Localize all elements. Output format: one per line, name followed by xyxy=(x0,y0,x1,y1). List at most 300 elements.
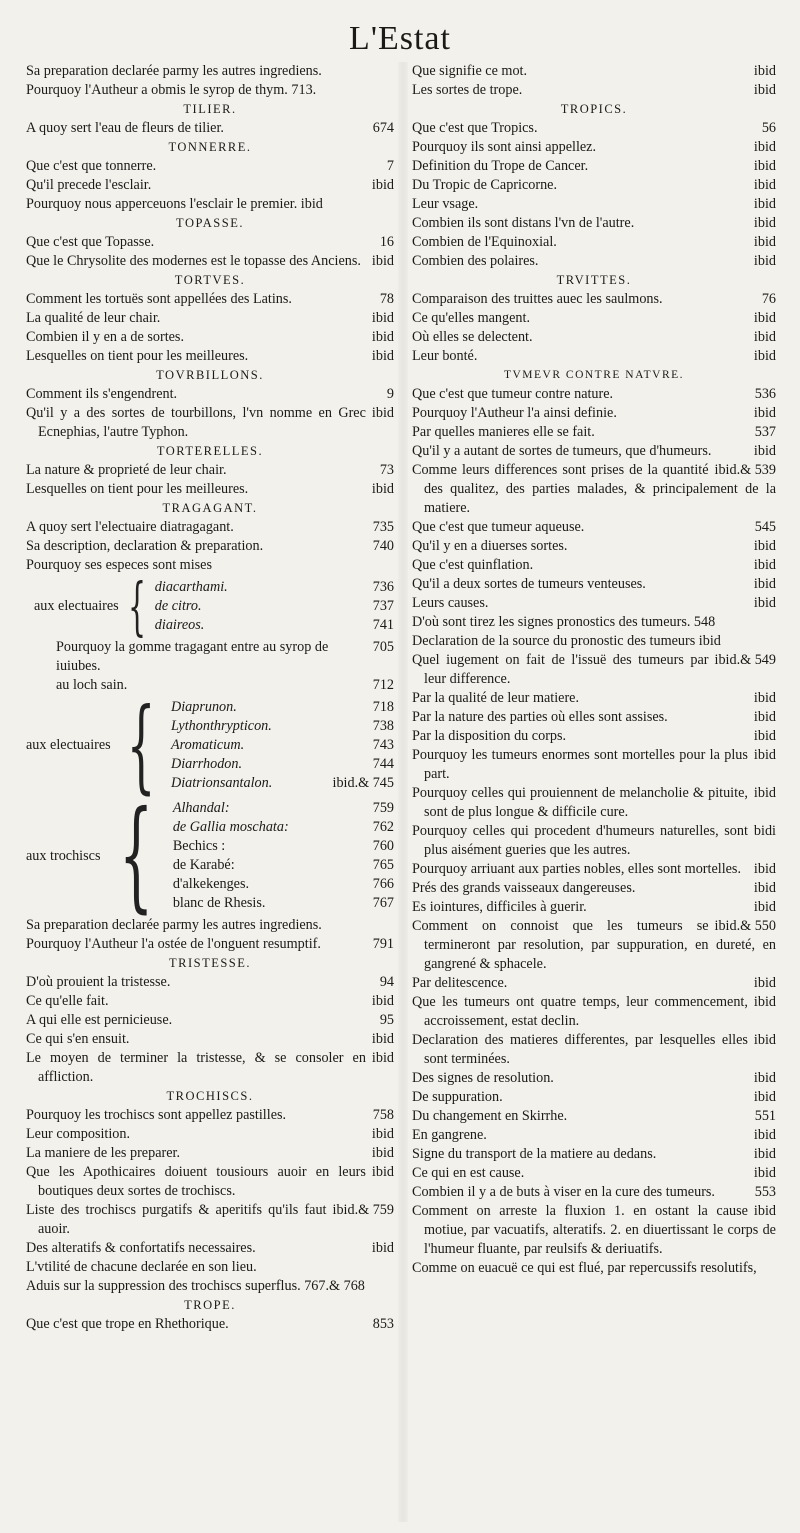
entry-text: Leur bonté. xyxy=(412,348,478,364)
entry-text: Leur vsage. xyxy=(412,196,479,212)
section-tilier xyxy=(26,100,394,138)
entry-text: Ce qu'elles mangent. xyxy=(412,310,530,326)
gutter-shadow xyxy=(398,62,408,1522)
index-entry xyxy=(26,385,394,404)
entry-text: Pourquoy les tumeurs enormes sont mortelles pour la plus part. xyxy=(412,747,748,782)
entry-text: Que c'est que trope en Rhethorique. xyxy=(26,1316,229,1332)
entry-text: Par delitescence. xyxy=(412,975,508,991)
index-entry xyxy=(26,638,394,676)
brace-label: aux electuaires xyxy=(34,598,119,614)
entry-text: Combien ils sont distans l'vn de l'autre. xyxy=(412,215,635,231)
index-entry xyxy=(26,252,394,271)
section-trope xyxy=(26,1296,394,1334)
section-torterelles xyxy=(26,442,394,499)
index-entry xyxy=(26,290,394,309)
entry-text: Diaprunon. xyxy=(170,699,237,715)
page-ref: ibid xyxy=(753,785,776,801)
entry-text: Diatrionsantalon. xyxy=(170,775,273,791)
entry-text: Du changement en Skirrhe. xyxy=(412,1108,568,1124)
page-ref: ibid xyxy=(753,576,776,592)
brace-item xyxy=(173,799,394,818)
right-column xyxy=(412,62,776,1278)
page-ref: 759 xyxy=(372,800,394,816)
page-ref: ibid xyxy=(753,1032,776,1048)
entry-text: En gangrene. xyxy=(412,1127,487,1143)
entries-block xyxy=(26,916,394,954)
page-ref: ibid xyxy=(371,1164,394,1180)
entry-text: Declaration des matieres differentes, par lesquelles elles sont terminées. xyxy=(412,1032,748,1067)
index-entry xyxy=(26,347,394,366)
entry-text: Bechics : xyxy=(172,838,226,854)
section-heading: TROCHISCS. xyxy=(166,1089,254,1103)
index-entry xyxy=(26,1277,394,1296)
entry-text: Prés des grands vaisseaux dangereuses. xyxy=(412,880,636,896)
page-ref: 736 xyxy=(372,579,394,595)
brace-item xyxy=(155,616,394,635)
entry-text: Comment on arreste la fluxion 1. en ostant la cause motiue, par vacuatifs, alteratifs. 2. en diuertissant le corps de l'humeur fluante, par reulsifs & deriuatifs. xyxy=(412,1203,776,1257)
index-entry xyxy=(412,81,776,100)
entry-text: Comme on euacuë ce qui est flué, par repercussifs resolutifs, xyxy=(412,1260,757,1276)
page-ref: ibid xyxy=(753,158,776,174)
entry-text: Lesquelles on tient pour les meilleures. xyxy=(26,348,249,364)
brace-label: aux electuaires xyxy=(26,737,111,753)
index-entry xyxy=(412,138,776,157)
entry-text: Par la qualité de leur matiere. xyxy=(412,690,580,706)
entry-text: La maniere de les preparer. xyxy=(26,1145,181,1161)
page-ref: ibid xyxy=(753,1089,776,1105)
index-entry xyxy=(26,309,394,328)
page-title: L'Estat xyxy=(349,20,451,57)
section-heading: TROPICS. xyxy=(560,102,628,116)
page-ref: ibid xyxy=(753,899,776,915)
entry-text: Qu'il y a des sortes de tourbillons, l'vn nomme en Grec Ecnephias, l'autre Typhon. xyxy=(26,405,366,440)
index-entry xyxy=(412,898,776,917)
brace-item xyxy=(171,736,394,755)
brace-item xyxy=(155,578,394,597)
entry-text: Liste des trochiscs purgatifs & aperitifs qu'ils faut auoir. xyxy=(26,1202,327,1237)
entry-text: De suppuration. xyxy=(412,1089,503,1105)
page-ref: ibid xyxy=(753,443,776,459)
page-ref: ibid xyxy=(753,196,776,212)
entry-text: Ce qu'elle fait. xyxy=(26,993,109,1009)
index-entry xyxy=(26,556,394,575)
page-ref: 791 xyxy=(372,936,394,952)
page-ref: ibid xyxy=(371,1145,394,1161)
entry-text: Comment ils s'engendrent. xyxy=(26,386,178,402)
page-ref: ibid xyxy=(753,253,776,269)
index-entry xyxy=(412,822,776,860)
index-entry xyxy=(412,860,776,879)
index-entry xyxy=(412,1107,776,1126)
index-entry xyxy=(412,594,776,613)
entry-text: Pourquoy ses especes sont mises xyxy=(26,557,212,573)
index-entry xyxy=(412,347,776,366)
page-ref: ibid xyxy=(753,1127,776,1143)
brace-glyph: { xyxy=(119,786,154,925)
page-ref: 735 xyxy=(372,519,394,535)
brace-glyph: { xyxy=(127,570,146,643)
entry-text: Qu'il precede l'esclair. xyxy=(26,177,152,193)
index-entry xyxy=(412,1031,776,1069)
entry-text: Que c'est quinflation. xyxy=(412,557,534,573)
page-ref: 705 xyxy=(372,639,394,655)
page-ref: ibid xyxy=(753,82,776,98)
page-ref: ibid.& 550 xyxy=(714,918,776,934)
page-ref: 16 xyxy=(379,234,394,250)
page-ref: ibid.& 745 xyxy=(332,775,394,791)
page-ref: 537 xyxy=(754,424,776,440)
index-entry xyxy=(412,119,776,138)
section-heading: TVMEVR CONTRE NATVRE. xyxy=(503,369,685,381)
entry-text: blanc de Rhesis. xyxy=(172,895,266,911)
page-ref: 853 xyxy=(372,1316,394,1332)
entry-text: Lythonthrypticon. xyxy=(170,718,272,734)
entry-text: de Karabé: xyxy=(172,857,235,873)
index-entry xyxy=(412,1202,776,1259)
entry-text: Que le Chrysolite des modernes est le topasse des Anciens. xyxy=(26,253,361,269)
page-ref: ibid xyxy=(371,177,394,193)
index-entry xyxy=(26,81,394,100)
entry-text: Qu'il a deux sortes de tumeurs venteuses. xyxy=(412,576,646,592)
entry-text: Ce qui s'en ensuit. xyxy=(26,1031,130,1047)
page-ref: ibid xyxy=(753,557,776,573)
section-heading: TRISTESSE. xyxy=(168,956,252,970)
page-ref: ibid xyxy=(753,405,776,421)
entry-text: Comme leurs differences sont prises de la quantité des qualitez, des parties malades, & principalement de la matiere. xyxy=(412,462,776,516)
entry-text: Aduis sur la suppression des trochiscs superflus. 767.& 768 xyxy=(26,1278,365,1294)
entry-text: de citro. xyxy=(154,598,202,614)
page-ref: ibid xyxy=(753,348,776,364)
page-ref: ibid xyxy=(753,709,776,725)
entry-text: Pourquoy nous apperceuons l'esclair le premier. ibid xyxy=(26,196,323,212)
page-ref: 712 xyxy=(372,677,394,693)
entry-text: Pourquoy l'Autheur l'a ainsi definie. xyxy=(412,405,617,421)
index-entry xyxy=(412,1259,776,1278)
entry-text: Par quelles manieres elle se fait. xyxy=(412,424,595,440)
brace-electuaires-2 xyxy=(26,686,394,804)
entry-text: Pourquoy l'Autheur a obmis le syrop de thym. 713. xyxy=(26,82,317,98)
page-ref: 56 xyxy=(761,120,776,136)
section-tonnerre xyxy=(26,138,394,214)
brace-label: aux trochiscs xyxy=(26,847,101,864)
index-entry xyxy=(26,480,394,499)
entry-text: Combien de l'Equinoxial. xyxy=(412,234,557,250)
entry-text: Pourquoy arriuant aux parties nobles, elles sont mortelles. xyxy=(412,861,742,877)
index-entry xyxy=(412,1183,776,1202)
page-ref: 737 xyxy=(372,598,394,614)
section-heading: TILIER. xyxy=(183,102,237,116)
entry-text: diaireos. xyxy=(154,617,205,633)
index-entry xyxy=(26,973,394,992)
index-entry xyxy=(26,119,394,138)
entry-text: A quoy sert l'eau de fleurs de tilier. xyxy=(26,120,224,136)
page-ref: ibid xyxy=(753,1070,776,1086)
page-ref: 78 xyxy=(379,291,394,307)
page-ref: ibid xyxy=(753,1146,776,1162)
index-entry xyxy=(412,746,776,784)
entry-text: Que c'est que tumeur contre nature. xyxy=(412,386,614,402)
entry-text: Pourquoy celles qui prouiennent de melancholie & pituite, sont de plus longue & difficile cure. xyxy=(412,785,748,820)
index-entry xyxy=(412,1164,776,1183)
index-entry xyxy=(412,1126,776,1145)
entry-text: A quoy sert l'electuaire diatragagant. xyxy=(26,519,234,535)
entry-text: Aromaticum. xyxy=(170,737,245,753)
index-entry xyxy=(412,442,776,461)
entry-text: Combien il y en a de sortes. xyxy=(26,329,185,345)
index-entry xyxy=(26,1049,394,1087)
page-ref: 740 xyxy=(372,538,394,554)
entry-text: Sa preparation declarée parmy les autres ingrediens. xyxy=(26,917,322,933)
entry-text: Que les tumeurs ont quatre temps, leur commencement, accroissement, estat declin. xyxy=(412,994,748,1029)
entry-text: Que c'est que Tropics. xyxy=(412,120,538,136)
entry-text: Que les Apothicaires doiuent tousiours auoir en leurs boutiques deux sortes de trochiscs. xyxy=(26,1164,366,1199)
entry-text: Signe du transport de la matiere au dedans. xyxy=(412,1146,657,1162)
index-entry xyxy=(26,992,394,1011)
index-entry xyxy=(26,1125,394,1144)
entry-text: A qui elle est pernicieuse. xyxy=(26,1012,173,1028)
index-entry xyxy=(412,290,776,309)
page-ref: 767 xyxy=(372,895,394,911)
index-entry xyxy=(26,62,394,81)
section-heading: TRAGAGANT. xyxy=(162,501,258,515)
index-entry xyxy=(412,651,776,689)
entry-text: D'où sont tirez les signes pronostics des tumeurs. 548 xyxy=(412,614,716,630)
page-ref: ibid xyxy=(753,747,776,763)
entry-text: Alhandal: xyxy=(172,800,230,816)
brace-item xyxy=(171,755,394,774)
brace-item xyxy=(173,894,394,913)
entry-text: Par la disposition du corps. xyxy=(412,728,567,744)
page-ref: 765 xyxy=(372,857,394,873)
entry-text: Definition du Trope de Cancer. xyxy=(412,158,589,174)
page-ref: 762 xyxy=(372,819,394,835)
entry-text: D'où prouient la tristesse. xyxy=(26,974,171,990)
entry-text: Qu'il y en a diuerses sortes. xyxy=(412,538,568,554)
page-ref: ibid xyxy=(753,994,776,1010)
index-entry xyxy=(26,1030,394,1049)
index-entry xyxy=(26,1163,394,1201)
page-ref: ibid.& 759 xyxy=(332,1202,394,1218)
section-tropics xyxy=(412,100,776,271)
index-entry xyxy=(412,784,776,822)
entry-text: de Gallia moschata: xyxy=(172,819,289,835)
page-ref: ibid xyxy=(371,253,394,269)
brace-items xyxy=(155,578,394,635)
index-entry xyxy=(26,935,394,954)
index-entry xyxy=(412,404,776,423)
page-ref: 743 xyxy=(372,737,394,753)
entry-text: diacarthami. xyxy=(154,579,228,595)
page-ref: ibid xyxy=(753,538,776,554)
index-entry xyxy=(412,423,776,442)
index-entry xyxy=(412,1088,776,1107)
index-entry xyxy=(26,1258,394,1277)
section-heading: TORTVES. xyxy=(174,273,246,287)
entry-text: Pourquoy celles qui procedent d'humeurs naturelles, sont plus aisément gueries que les autres. xyxy=(412,823,748,858)
entries-block xyxy=(412,62,776,100)
page-ref: 76 xyxy=(761,291,776,307)
index-entry xyxy=(412,537,776,556)
entry-text: Leurs causes. xyxy=(412,595,489,611)
page-ref: ibid xyxy=(753,310,776,326)
entry-text: d'alkekenges. xyxy=(172,876,250,892)
page-ref: 94 xyxy=(379,974,394,990)
page-ref: ibid xyxy=(753,63,776,79)
index-entry xyxy=(26,176,394,195)
index-entry xyxy=(412,556,776,575)
index-entry xyxy=(412,575,776,594)
brace-item xyxy=(171,774,394,793)
entry-text: Qu'il y a autant de sortes de tumeurs, que d'humeurs. xyxy=(412,443,712,459)
entry-text: Lesquelles on tient pour les meilleures. xyxy=(26,481,249,497)
page-ref: 738 xyxy=(372,718,394,734)
index-entry xyxy=(26,233,394,252)
page-ref: ibid xyxy=(371,1126,394,1142)
page-ref: ibid xyxy=(753,975,776,991)
page-ref: ibid xyxy=(753,1203,776,1219)
brace-item xyxy=(173,837,394,856)
page-ref: ibid xyxy=(753,177,776,193)
index-entry xyxy=(412,518,776,537)
page-ref: ibid xyxy=(371,348,394,364)
brace-item xyxy=(171,698,394,717)
entry-text: Comment on connoist que les tumeurs se termineront par resolution, par suppuration, en dureté, en gangrené & sphacele. xyxy=(412,918,776,972)
brace-electuaires-1 xyxy=(26,570,394,643)
left-column xyxy=(26,62,394,1334)
section-tristesse xyxy=(26,954,394,1087)
entry-text: Par la nature des parties où elles sont assises. xyxy=(412,709,668,725)
section-heading: TOPASSE. xyxy=(176,216,244,230)
page-ref: 741 xyxy=(372,617,394,633)
index-entry xyxy=(412,461,776,518)
index-entry xyxy=(26,404,394,442)
index-entry xyxy=(412,176,776,195)
entry-text: Combien des polaires. xyxy=(412,253,539,269)
entry-text: Sa preparation declarée parmy les autres ingrediens. xyxy=(26,63,322,79)
section-tourbillons xyxy=(26,366,394,442)
page-ref: ibid xyxy=(371,1050,394,1066)
section-tumeur xyxy=(412,366,776,1278)
entry-text: Sa description, declaration & preparation. xyxy=(26,538,264,554)
page-ref: 536 xyxy=(754,386,776,402)
index-entry xyxy=(26,1201,394,1239)
entry-text: Diarrhodon. xyxy=(170,756,243,772)
section-heading: TONNERRE. xyxy=(168,140,252,154)
page-ref: 553 xyxy=(754,1184,776,1200)
section-tortues xyxy=(26,271,394,366)
page-ref: ibid xyxy=(371,329,394,345)
entry-text: Pourquoy ils sont ainsi appellez. xyxy=(412,139,597,155)
section-truittes xyxy=(412,271,776,366)
section-heading: TOVRBILLONS. xyxy=(156,368,264,382)
page-ref: ibid xyxy=(371,1031,394,1047)
page-ref: 9 xyxy=(386,386,394,402)
entry-text: Pourquoy l'Autheur l'a ostée de l'onguent resumptif. xyxy=(26,936,321,952)
index-entry xyxy=(412,195,776,214)
page-ref: ibid xyxy=(753,234,776,250)
entry-text: Que signifie ce mot. xyxy=(412,63,528,79)
entry-text: Du Tropic de Capricorne. xyxy=(412,177,558,193)
index-entry xyxy=(26,537,394,556)
page-ref: ibid xyxy=(753,728,776,744)
section-tragagant xyxy=(26,499,394,575)
page-ref: 73 xyxy=(379,462,394,478)
index-entry xyxy=(412,1145,776,1164)
section-heading: TROPE. xyxy=(184,1298,236,1312)
index-entry xyxy=(412,993,776,1031)
brace-item xyxy=(173,856,394,875)
index-entry xyxy=(26,328,394,347)
entry-text: Leur composition. xyxy=(26,1126,131,1142)
page-ref: 744 xyxy=(372,756,394,772)
page-ref: 760 xyxy=(372,838,394,854)
index-entry xyxy=(26,916,394,935)
section-heading: TRVITTES. xyxy=(556,273,632,287)
index-entry xyxy=(412,328,776,347)
entry-text: Pourquoy les trochiscs sont appellez pastilles. xyxy=(26,1107,287,1123)
entries-gomme xyxy=(26,638,394,695)
page-ref: 551 xyxy=(754,1108,776,1124)
index-entry xyxy=(412,879,776,898)
index-entry xyxy=(412,1069,776,1088)
index-entry xyxy=(26,676,394,695)
page-ref: 718 xyxy=(372,699,394,715)
page-ref: ibid.& 549 xyxy=(714,652,776,668)
entry-text: Où elles se delectent. xyxy=(412,329,533,345)
page-ref: ibid xyxy=(753,1165,776,1181)
entry-text: Des signes de resolution. xyxy=(412,1070,554,1086)
page-ref: 758 xyxy=(372,1107,394,1123)
page-ref: ibid xyxy=(371,481,394,497)
entry-text: au loch sain. xyxy=(56,677,128,693)
brace-item xyxy=(173,875,394,894)
index-entry xyxy=(412,974,776,993)
entry-text: Les sortes de trope. xyxy=(412,82,523,98)
entry-text: Declaration de la source du pronostic des tumeurs ibid xyxy=(412,633,721,649)
index-entry xyxy=(26,1011,394,1030)
page-ref: 545 xyxy=(754,519,776,535)
entry-text: Que c'est que tumeur aqueuse. xyxy=(412,519,585,535)
index-entry xyxy=(26,157,394,176)
brace-glyph: { xyxy=(126,686,156,804)
index-entry xyxy=(412,385,776,404)
index-entry xyxy=(26,1239,394,1258)
entry-text: La nature & proprieté de leur chair. xyxy=(26,462,227,478)
index-entry xyxy=(412,252,776,271)
page-ref: ibid xyxy=(371,310,394,326)
page-ref: ibid xyxy=(371,993,394,1009)
entry-text: Que c'est que Topasse. xyxy=(26,234,155,250)
page-ref: ibid xyxy=(371,1240,394,1256)
page-ref: ibid xyxy=(753,329,776,345)
index-entry xyxy=(26,195,394,214)
section-topasse xyxy=(26,214,394,271)
page-ref: ibid xyxy=(753,215,776,231)
index-entry xyxy=(26,461,394,480)
page-ref: ibid xyxy=(753,139,776,155)
index-entry xyxy=(412,689,776,708)
entry-text: Que c'est que tonnerre. xyxy=(26,158,157,174)
section-heading: TORTERELLES. xyxy=(156,444,264,458)
index-entry xyxy=(412,214,776,233)
index-entry xyxy=(412,613,776,632)
entry-text: Ce qui en est cause. xyxy=(412,1165,525,1181)
index-entry xyxy=(412,309,776,328)
page-ref: ibid.& 539 xyxy=(714,462,776,478)
index-entry xyxy=(26,518,394,537)
page-ref: 766 xyxy=(372,876,394,892)
brace-item xyxy=(155,597,394,616)
